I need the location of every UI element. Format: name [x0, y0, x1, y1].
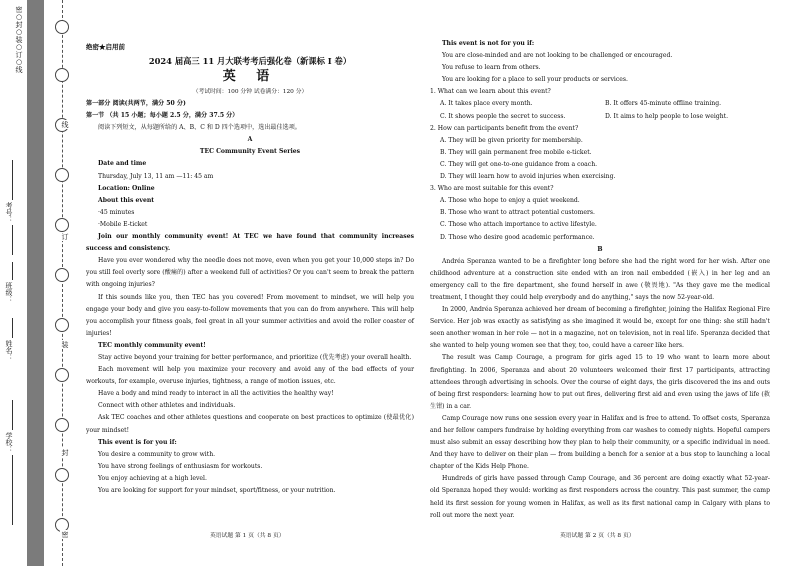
- binding-strip: [27, 0, 44, 566]
- paragraph: The result was Camp Courage, a program for girls aged 15 to 19 who want to learn more about firefighting. In 2006, Speranza and about 20 volunteers welcomed their first 17 participants, attracting attendees through advertising in schools. Over the course of eight days, the girls discovered the ins and outs of being first responders: learning how to put out fires, delivering first aid and even using the jaws of life (救生钳) in a car.: [430, 354, 770, 410]
- exam-number-label: 考号：: [5, 202, 13, 223]
- about-heading: About this event: [98, 196, 155, 204]
- option: C. It shows people the secret to success.: [440, 112, 566, 120]
- section-heading: 第一节 （共 15 小题；每小题 2.5 分，满分 37.5 分）: [86, 112, 239, 120]
- list-item: You refuse to learn from others.: [442, 64, 541, 72]
- left-column: [86, 38, 414, 497]
- seal-char: 封: [61, 449, 69, 456]
- class-line: [12, 262, 13, 280]
- event-date: Thursday, July 13, 11 am —11: 45 am: [98, 172, 214, 180]
- seal-char: 密: [61, 531, 69, 538]
- option: B. Those who want to attract potential customers.: [440, 209, 595, 217]
- option-row: [430, 98, 770, 110]
- date-heading: Date and time: [98, 160, 147, 168]
- event-title: TEC Community Event Series: [199, 148, 301, 156]
- not-for-you-heading: This event is not for you if:: [442, 40, 535, 47]
- paragraph: Hundreds of girls have passed through Camp Courage, and 36 percent are doing exactly what 52-year-old Speranza hoped they would: working as first responders across the country. This past summer, the camp held its first session for young women in Halifax, as well as its first national camp in Calgary with plans to roll out more the next year.: [430, 475, 770, 519]
- list-item: You are looking for a place to sell your products or services.: [442, 76, 628, 84]
- exam-title: 2024 届高三 11 月大联考考后强化卷（新课标 I 卷）: [148, 56, 352, 66]
- binding-hole: [55, 20, 69, 34]
- instruction: 阅读下列短文，从每题所给的 A、B、C 和 D 四个选项中，选出最佳选项。: [98, 124, 301, 132]
- school-label: 学校：: [5, 432, 13, 453]
- page-footer-left: 英语试题 第 1 页（共 8 页）: [210, 533, 285, 539]
- event-location: Location: Online: [98, 184, 155, 192]
- event-duration: ·45 minutes: [98, 208, 135, 216]
- option: B. They will gain permanent free mobile e-ticket.: [440, 148, 592, 156]
- list-item: You are close-minded and are not looking to be challenged or encouraged.: [442, 52, 673, 60]
- binding-hole: [55, 218, 69, 232]
- paragraph: Camp Courage now runs one session every year in Halifax and is free to attend. To offset costs, Speranza and her fellow campers fundraise by holding everything from car washes to comedy nights. Hopeful campers must also submit an essay describing how they plan to help their community, or a specific individual in need. And they have to deliver on their plan — from building a bench for a senior at a bus stop to launching a local chapter of the Kids Help Phone.: [430, 414, 770, 471]
- binding-hole: [55, 68, 69, 82]
- binding-hole: [55, 318, 69, 332]
- exam-number-line: [12, 225, 13, 255]
- binding-hole: [55, 168, 69, 182]
- binding-hole: [55, 468, 69, 482]
- paragraph: Join our monthly community event! At TEC we have found that community increases success and consistency.: [86, 233, 414, 253]
- paragraph: Ask TEC coaches and other athletes questions and cooperate on best practices to optimize (使最优化) your mindset!: [86, 414, 414, 434]
- question-stem: 1. What can we learn about this event?: [430, 88, 551, 96]
- passage-letter: B: [597, 245, 603, 253]
- name-line: [12, 318, 13, 338]
- passage-letter: A: [247, 136, 253, 144]
- list-item: You desire a community to grow with.: [98, 450, 216, 458]
- seal-char: 线: [61, 121, 69, 128]
- confidential-mark: 绝密★启用前: [86, 43, 125, 51]
- question-stem: 3. Who are most suitable for this event?: [430, 185, 554, 193]
- list-item: You are looking for support for your mindset, sport/fitness, or your nutrition.: [98, 487, 336, 494]
- right-column: [430, 38, 770, 522]
- school-line: [12, 400, 13, 430]
- part-heading: 第一部分 阅读(共两节，满分 50 分): [86, 100, 186, 107]
- option-row: [430, 111, 770, 123]
- question-stem: 2. How can participants benefit from the event?: [430, 124, 579, 132]
- for-you-heading: This event is for you if:: [98, 438, 177, 446]
- option: A. It takes place every month.: [440, 100, 533, 108]
- option: D. It aims to help people to lose weight.: [605, 112, 729, 120]
- paragraph: Stay active beyond your training for better performance, and prioritize (优先考虑) your overall health.: [98, 353, 412, 361]
- class-label: 班级：: [5, 282, 13, 303]
- monthly-heading: TEC monthly community event!: [98, 341, 206, 349]
- paragraph: Connect with other athletes and individuals.: [98, 402, 236, 410]
- option: D. Those who desire good academic performance.: [440, 233, 595, 241]
- paragraph: Each movement will help you maximize your recovery and avoid any of the bad effects of your workouts, for example, overuse injuries, tightness, a range of motion issues, etc.: [86, 366, 414, 386]
- option: C. They will get one-to-one guidance from a coach.: [440, 160, 598, 168]
- paragraph: Andréa Speranza wanted to be a firefighter long before she had the right word for her wish. After one childhood adventure at a construction site ended with an iron nail embedded (嵌入) in her leg and an emergency call to the fire department, she found herself in awe (敬畏地). "As they gave me the medical treatment, I thought they could help everybody and do anything," says the now 52-year-old.: [430, 257, 770, 301]
- subject-title: 英 语: [222, 69, 278, 84]
- paragraph: In 2000, Andréa Speranza achieved her dream of becoming a firefighter, joining the Halifax Regional Fire Service. Her job was exactly as satisfying as she imagined it would be, except for one thing: she still hadn't seen another woman in her role — not in a magazine, not on television, not in real life. Speranza decided that she wanted to help young women see that they, too, could have a career like hers.: [430, 306, 770, 350]
- paragraph: If this sounds like you, then TEC has you covered! From movement to mindset, we will help you engage your body and give you easy-to-follow movements that you can do from anywhere. This will help you accomplish your fitness goals, feel great in all your summer activities and avoid the roller coaster of injuries!: [86, 293, 414, 337]
- binding-top-text: 密○封○装○订○线: [15, 6, 23, 73]
- option: A. Those who hope to enjoy a quiet weekend.: [440, 197, 580, 205]
- option: B. It offers 45-minute offline training.: [605, 100, 722, 108]
- option: A. They will be given priority for membership.: [440, 136, 583, 144]
- exam-number-line: [12, 160, 13, 200]
- list-item: You have strong feelings of enthusiasm for workouts.: [98, 462, 263, 470]
- exam-info: （考试时间：100 分钟 试卷满分：120 分）: [192, 89, 308, 95]
- seal-char: 装: [61, 341, 69, 348]
- binding-hole: [55, 268, 69, 282]
- school-line: [12, 455, 13, 525]
- seal-char: 订: [61, 233, 69, 240]
- event-ticket: ·Mobile E-ticket: [98, 220, 148, 228]
- option: D. They will learn how to avoid injuries when exercising.: [440, 173, 616, 181]
- binding-hole: [55, 418, 69, 432]
- paragraph: Have you ever wondered why the needle does not move, even when you get your 10,000 steps in? Do you still feel overly sore (酸痛的) after a weekend full of activities? Or you can't seem to break the pattern with ongoing injuries?: [86, 257, 414, 289]
- name-label: 姓名：: [5, 340, 13, 361]
- binding-hole: [55, 368, 69, 382]
- page-footer-right: 英语试题 第 2 页（共 8 页）: [560, 533, 635, 539]
- option: C. Those who attach importance to active lifestyle.: [440, 221, 597, 229]
- paragraph: Have a body and mind ready to interact in all the activities the healthy way!: [98, 390, 334, 398]
- list-item: You enjoy achieving at a high level.: [98, 474, 207, 482]
